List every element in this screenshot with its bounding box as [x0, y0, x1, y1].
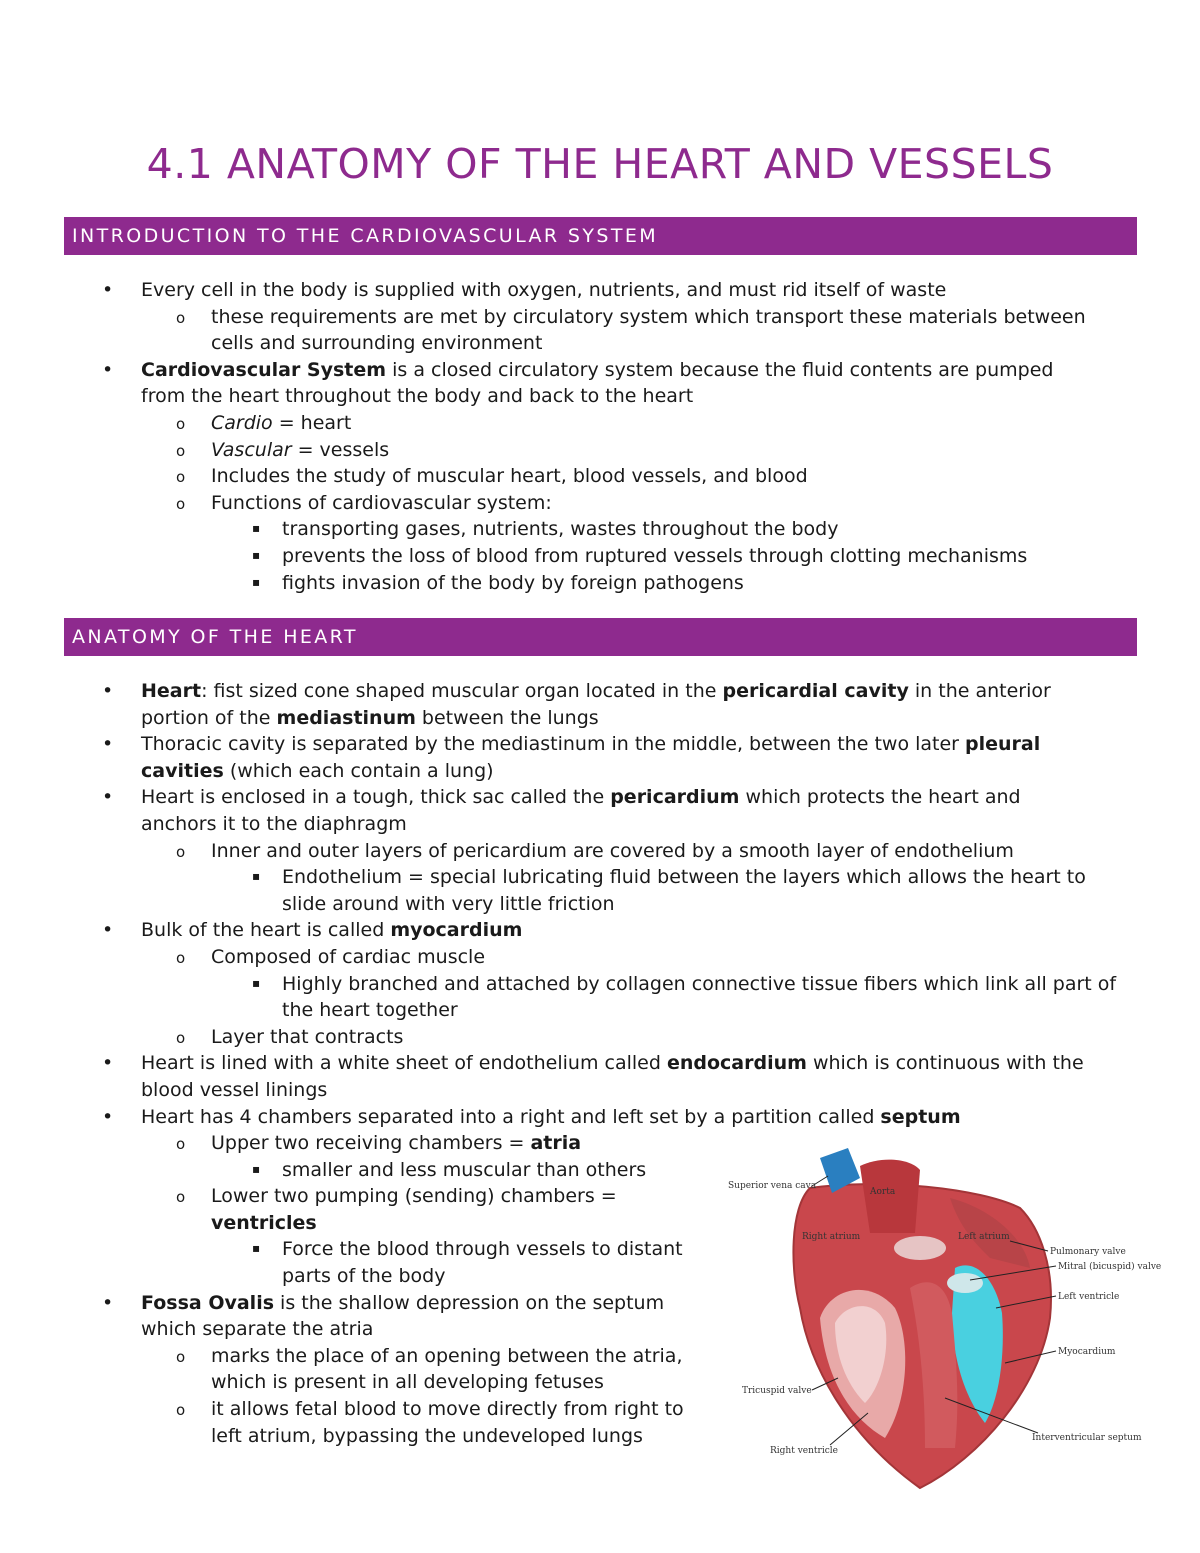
bullet-icon: ▪ — [252, 975, 261, 990]
label-right-atrium: Right atrium — [802, 1232, 861, 1242]
list-item: o Cardio = heart — [0, 410, 1140, 437]
list-item: • Thoracic cavity is separated by the mediastinum in the middle, between the two later pleural cavities (which each contain a lung) — [102, 733, 1041, 782]
label-interventricular-septum: Interventricular septum — [1032, 1433, 1142, 1443]
bullet-icon: ▪ — [252, 1161, 261, 1176]
label-tricuspid-valve: Tricuspid valve — [742, 1386, 812, 1396]
list-item: • Heart is lined with a white sheet of endothelium called endocardium which is continuous with the blood vessel linings — [102, 1052, 1084, 1101]
bullet-icon: ▪ — [252, 521, 261, 536]
bullet-icon: • — [102, 358, 114, 381]
list-item: • Cardiovascular System is a closed circulatory system because the fluid contents are pumped from the heart throughout the body and back to the heart — [102, 358, 1054, 408]
bullet-icon: • — [102, 1052, 114, 1075]
label-mitral-valve: Mitral (bicuspid) valve — [1058, 1262, 1162, 1272]
bullet-icon: ▪ — [252, 1241, 261, 1256]
label-myocardium: Myocardium — [1058, 1347, 1116, 1357]
bullet-icon: ▪ — [252, 547, 261, 562]
bullet-icon: • — [102, 919, 114, 942]
list-item: • Heart: fist sized cone shaped muscular organ located in the pericardial cavity in the anterior portion of the mediastinum between the lungs — [102, 680, 1051, 729]
bullet-icon: • — [102, 680, 114, 702]
list-item: o it allows fetal blood to move directly from right to left atrium, bypassing the undeveloped lungs — [176, 1398, 684, 1447]
list-item: o Composed of cardiac muscle — [0, 944, 1131, 971]
label-superior-vena-cava: Superior vena cava — [728, 1181, 817, 1191]
section-heading-anatomy: ANATOMY OF THE HEART — [64, 618, 1137, 656]
bullet-icon: o — [176, 414, 186, 433]
bullet-icon: • — [102, 786, 114, 809]
bullet-icon: • — [102, 1105, 114, 1128]
list-item: • Heart has 4 chambers separated into a right and left set by a partition called septum — [0, 1104, 1131, 1131]
list-item: ▪ Force the blood through vessels to distant parts of the body — [0, 1236, 707, 1289]
list-item: o Upper two receiving chambers = atria — [0, 1130, 1131, 1157]
mitral-valve-shape — [947, 1273, 983, 1293]
page-title: 4.1 ANATOMY OF THE HEART AND VESSELS — [146, 140, 1054, 188]
bullet-icon: • — [102, 1291, 114, 1314]
list-item: • Fossa Ovalis is the shallow depression on the septum which separate the atria — [102, 1291, 665, 1341]
bullet-icon: o — [176, 1188, 186, 1207]
list-item: o Inner and outer layers of pericardium are covered by a smooth layer of endothelium — [0, 838, 1071, 865]
bullet-icon: o — [176, 1135, 186, 1154]
list-item: ▪ prevents the loss of blood from ruptured vessels through clotting mechanisms — [0, 543, 1140, 570]
intro-list — [0, 277, 1140, 596]
list-item: o Lower two pumping (sending) chambers = ventricles — [176, 1185, 617, 1234]
label-right-ventricle: Right ventricle — [770, 1446, 838, 1456]
bullet-icon: o — [176, 948, 186, 967]
bullet-icon: • — [102, 279, 114, 301]
bullet-icon: o — [176, 308, 186, 327]
label-aorta: Aorta — [870, 1187, 896, 1197]
bullet-icon: • — [102, 733, 114, 756]
list-item: ▪ smaller and less muscular than others — [0, 1157, 1131, 1184]
list-item: o Functions of cardiovascular system: — [0, 490, 1140, 517]
list-item: ▪ Endothelium = special lubricating fluid between the layers which allows the heart to slide around with very little friction — [0, 864, 1127, 917]
list-item: ▪ transporting gases, nutrients, wastes throughout the body — [0, 516, 1140, 543]
bullet-icon: o — [176, 441, 186, 460]
bullet-icon: ▪ — [252, 869, 261, 884]
bullet-icon: o — [176, 1028, 186, 1047]
bullet-icon: o — [176, 468, 186, 487]
list-item: o Layer that contracts — [0, 1024, 1131, 1051]
bullet-icon: o — [176, 494, 186, 513]
list-item: • Bulk of the heart is called myocardium — [0, 917, 1131, 944]
list-item: ▪ fights invasion of the body by foreign pathogens — [0, 570, 1140, 597]
list-item: • Every cell in the body is supplied with oxygen, nutrients, and must rid itself of waste — [0, 277, 1140, 304]
list-item: o these requirements are met by circulatory system which transport these materials between cells and surrounding environment — [176, 305, 1086, 355]
list-item: o Vascular = vessels — [0, 437, 1140, 464]
pulmonary-valve-shape — [894, 1236, 946, 1260]
bullet-icon: o — [176, 1347, 186, 1366]
bullet-icon: o — [176, 1401, 186, 1420]
section-heading-intro: INTRODUCTION TO THE CARDIOVASCULAR SYSTEM — [64, 217, 1137, 255]
list-item: o marks the place of an opening between the atria, which is present in all developing fetuses — [176, 1344, 683, 1394]
list-item: • Heart is enclosed in a tough, thick sac called the pericardium which protects the heart and anchors it to the diaphragm — [102, 786, 1021, 835]
bullet-icon: o — [176, 842, 186, 861]
label-left-ventricle: Left ventricle — [1058, 1292, 1120, 1302]
heart-diagram — [720, 1148, 1162, 1500]
list-item: o Includes the study of muscular heart, blood vessels, and blood — [0, 463, 1140, 490]
list-item: ▪ Highly branched and attached by collagen connective tissue fibers which link all part of the heart together — [0, 971, 1127, 1024]
label-pulmonary-valve: Pulmonary valve — [1050, 1247, 1126, 1257]
label-left-atrium: Left atrium — [958, 1232, 1010, 1242]
heart-illustration — [720, 1148, 1162, 1500]
bullet-icon: ▪ — [252, 574, 261, 589]
